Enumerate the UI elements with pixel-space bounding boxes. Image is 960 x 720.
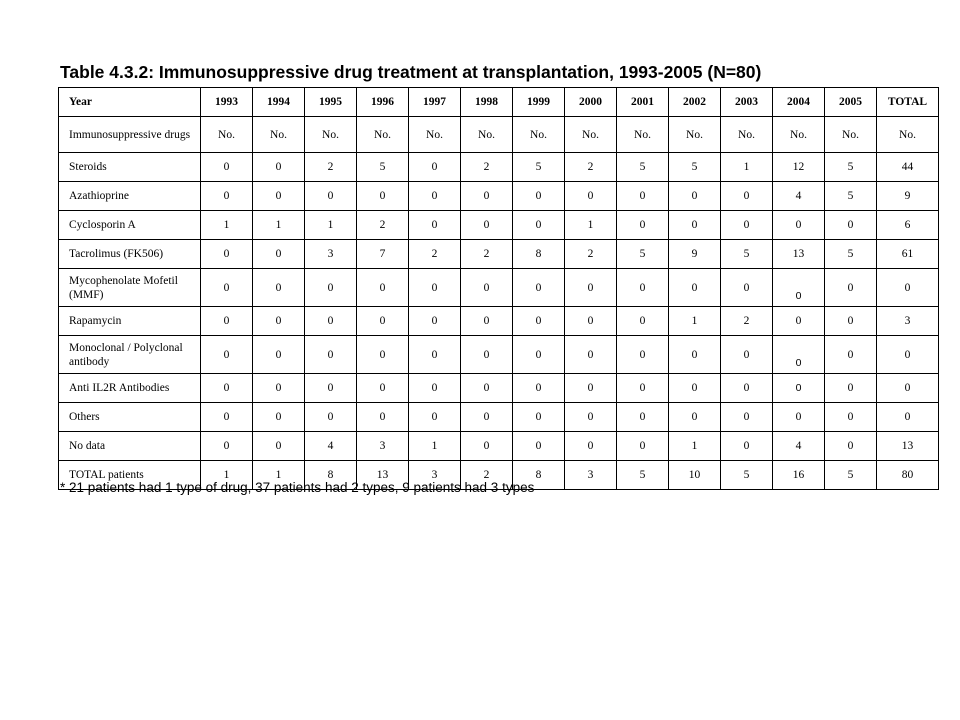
table-row [59,269,939,307]
table-cell: 3 [877,307,939,336]
header-cell: 2003 [721,88,773,117]
table-cell: 0 [409,153,461,182]
row-label: Rapamycin [59,307,201,336]
table-cell: 0 [825,374,877,403]
table-cell: 4 [305,432,357,461]
table-cell: 61 [877,240,939,269]
table-cell: 0 [461,211,513,240]
table-cell: 0 [513,307,565,336]
drug-treatment-table [58,87,939,490]
table-cell: 0 [461,432,513,461]
table-cell: 0 [461,182,513,211]
table-cell: 0 [201,153,253,182]
table-cell: 2 [721,307,773,336]
table-cell: 5 [825,182,877,211]
table-cell: 0 [513,211,565,240]
table-cell: 0 [253,403,305,432]
table-cell: 0 [669,403,721,432]
table-cell: 0 [617,336,669,374]
table-cell: 0 [513,432,565,461]
table-cell: 1 [669,432,721,461]
table-cell: 0 [461,403,513,432]
header-cell: 1996 [357,88,409,117]
table-cell: 0 [513,336,565,374]
table-cell: 0 [513,403,565,432]
table-cell: 5 [721,461,773,490]
table-cell: 0 [721,432,773,461]
table-row [59,211,939,240]
header-cell: 1994 [253,88,305,117]
table-cell: 0 [305,403,357,432]
row-label: Steroids [59,153,201,182]
table-cell: No. [461,117,513,153]
table-cell: 5 [513,153,565,182]
table-cell: 0 [721,403,773,432]
table-cell: 0 [773,336,825,374]
table-cell: No. [253,117,305,153]
table-row [59,374,939,403]
table-cell: No. [721,117,773,153]
header-cell-year: Year [59,88,201,117]
table-cell: 0 [253,307,305,336]
table-cell: 13 [357,461,409,490]
header-cell: 2004 [773,88,825,117]
table-cell: 0 [201,240,253,269]
row-label: Monoclonal / Polyclonal antibody [59,336,201,374]
table-cell: 2 [357,211,409,240]
table-cell: 0 [253,374,305,403]
table-cell: 0 [253,153,305,182]
table-cell: 0 [461,374,513,403]
table-cell: 7 [357,240,409,269]
table-row [59,403,939,432]
table-cell: 0 [409,307,461,336]
table-cell: 0 [877,269,939,307]
table-cell: 0 [877,403,939,432]
table-cell: 0 [253,182,305,211]
table-cell: No. [773,117,825,153]
table-cell: 3 [409,461,461,490]
table-cell: 8 [513,461,565,490]
table-cell: 10 [669,461,721,490]
header-cell: TOTAL [877,88,939,117]
table-cell: 2 [565,240,617,269]
table-cell: 0 [461,336,513,374]
table-cell: 2 [461,461,513,490]
table-cell: 1 [201,461,253,490]
table-cell: No. [409,117,461,153]
table-row [59,240,939,269]
row-label: Cyclosporin A [59,211,201,240]
table-cell: 2 [409,240,461,269]
table-cell: 0 [357,269,409,307]
table-cell: 3 [565,461,617,490]
table-cell: 0 [565,432,617,461]
table-cell: 1 [305,211,357,240]
table-row [59,182,939,211]
table-cell: 0 [617,182,669,211]
header-cell: 2001 [617,88,669,117]
table-cell: 0 [825,403,877,432]
table-cell: 0 [201,432,253,461]
table-cell: 0 [305,336,357,374]
row-label: Immunosuppressive drugs [59,117,201,153]
table-cell: 0 [565,269,617,307]
table-cell: 0 [201,269,253,307]
table-cell: 0 [409,374,461,403]
table-cell: 0 [409,269,461,307]
table-cell: 0 [669,211,721,240]
table-cell: 1 [253,461,305,490]
table-cell: 2 [461,153,513,182]
table-cell: 0 [825,336,877,374]
table-row [59,336,939,374]
row-label: Tacrolimus (FK506) [59,240,201,269]
table-cell: 0 [253,240,305,269]
header-cell: 1999 [513,88,565,117]
table-cell: 12 [773,153,825,182]
table-cell: 0 [773,211,825,240]
table-row [59,153,939,182]
table-cell: 0 [669,336,721,374]
table-cell: 0 [201,403,253,432]
table-cell: 0 [877,374,939,403]
table-cell: No. [877,117,939,153]
table-cell: 9 [669,240,721,269]
table-cell: 1 [253,211,305,240]
table-body [59,117,939,490]
table-cell: 13 [773,240,825,269]
table-cell: 4 [773,182,825,211]
table-cell: 0 [773,403,825,432]
table-cell: 0 [825,432,877,461]
table-cell: 1 [721,153,773,182]
table-cell: 5 [825,240,877,269]
table-cell: 1 [565,211,617,240]
row-label: Mycophenolate Mofetil (MMF) [59,269,201,307]
table-cell: 5 [669,153,721,182]
table-cell: 0 [305,374,357,403]
table-cell: 0 [617,432,669,461]
table-cell: 2 [461,240,513,269]
table-cell: 4 [773,432,825,461]
table-cell: 1 [201,211,253,240]
table-cell: 0 [773,374,825,403]
header-cell: 1993 [201,88,253,117]
table-cell: 9 [877,182,939,211]
header-cell: 1998 [461,88,513,117]
header-cell: 2005 [825,88,877,117]
table-cell: 0 [409,211,461,240]
table-cell: 0 [565,307,617,336]
table-cell: 1 [669,307,721,336]
table-cell: 0 [409,336,461,374]
table-cell: 2 [565,153,617,182]
table-cell: 5 [721,240,773,269]
table-cell: 1 [409,432,461,461]
table-cell: No. [825,117,877,153]
table-cell: 0 [565,403,617,432]
row-label: TOTAL patients [59,461,201,490]
table-cell: 0 [513,269,565,307]
table-cell: 5 [617,461,669,490]
table-cell: 0 [669,374,721,403]
table-cell: 6 [877,211,939,240]
table-cell: 0 [305,269,357,307]
table-cell: No. [305,117,357,153]
table-cell: 80 [877,461,939,490]
table-cell: 0 [409,182,461,211]
table-cell: 8 [513,240,565,269]
table-cell: 0 [201,336,253,374]
table-cell: 0 [461,307,513,336]
table-cell: 0 [877,336,939,374]
table-cell: No. [565,117,617,153]
table-cell: 0 [617,307,669,336]
table-cell: 3 [357,432,409,461]
table-cell: 0 [357,403,409,432]
table-cell: 0 [773,269,825,307]
table-cell: No. [357,117,409,153]
table-cell: 0 [201,374,253,403]
table-cell: 5 [825,461,877,490]
row-label: Azathioprine [59,182,201,211]
table-row [59,432,939,461]
table-cell: 0 [409,403,461,432]
row-label: No data [59,432,201,461]
table-cell: 0 [201,182,253,211]
table-cell: 0 [253,336,305,374]
table-cell: 0 [773,307,825,336]
table-cell: 0 [825,269,877,307]
table-cell: 5 [617,153,669,182]
header-row [59,88,939,117]
table-cell: No. [201,117,253,153]
table-cell: 0 [513,374,565,403]
table-cell: 0 [617,403,669,432]
table-cell: 0 [565,374,617,403]
table-cell: 0 [825,211,877,240]
table-cell: No. [513,117,565,153]
table-cell: 0 [253,269,305,307]
table-cell: 0 [565,336,617,374]
table-cell: 0 [617,269,669,307]
table-cell: 0 [305,182,357,211]
table-cell: 0 [617,374,669,403]
footnote: * 21 patients had 1 type of drug, 37 patients had 2 types, 9 patients had 3 types [60,480,535,495]
table-cell: 0 [721,269,773,307]
row-label: Anti IL2R Antibodies [59,374,201,403]
table-cell: 0 [565,182,617,211]
table-header [59,88,939,117]
header-cell: 1997 [409,88,461,117]
header-cell: 2002 [669,88,721,117]
table-cell: 0 [721,336,773,374]
table-cell: 8 [305,461,357,490]
table-cell: 3 [305,240,357,269]
table-cell: 0 [721,374,773,403]
table-cell: 44 [877,153,939,182]
table-cell: 0 [357,182,409,211]
table-cell: 0 [825,307,877,336]
table-cell: 0 [513,182,565,211]
table-cell: 0 [357,336,409,374]
table-cell: 0 [357,374,409,403]
table-cell: 0 [669,182,721,211]
table-cell: 5 [617,240,669,269]
table-cell: No. [669,117,721,153]
table-row [59,117,939,153]
table-cell: 16 [773,461,825,490]
table-cell: 0 [461,269,513,307]
table-cell: 0 [357,307,409,336]
table-cell: No. [617,117,669,153]
table-cell: 0 [721,211,773,240]
table-cell: 0 [617,211,669,240]
table-cell: 0 [201,307,253,336]
header-cell: 2000 [565,88,617,117]
table-cell: 13 [877,432,939,461]
table-cell: 0 [305,307,357,336]
header-cell: 1995 [305,88,357,117]
table-cell: 2 [305,153,357,182]
table-cell: 5 [825,153,877,182]
row-label: Others [59,403,201,432]
table-title: Table 4.3.2: Immunosuppressive drug treatment at transplantation, 1993-2005 (N=80) [60,62,762,82]
table-cell: 5 [357,153,409,182]
table-row [59,307,939,336]
table-cell: 0 [721,182,773,211]
table-cell: 0 [669,269,721,307]
table-cell: 0 [253,432,305,461]
